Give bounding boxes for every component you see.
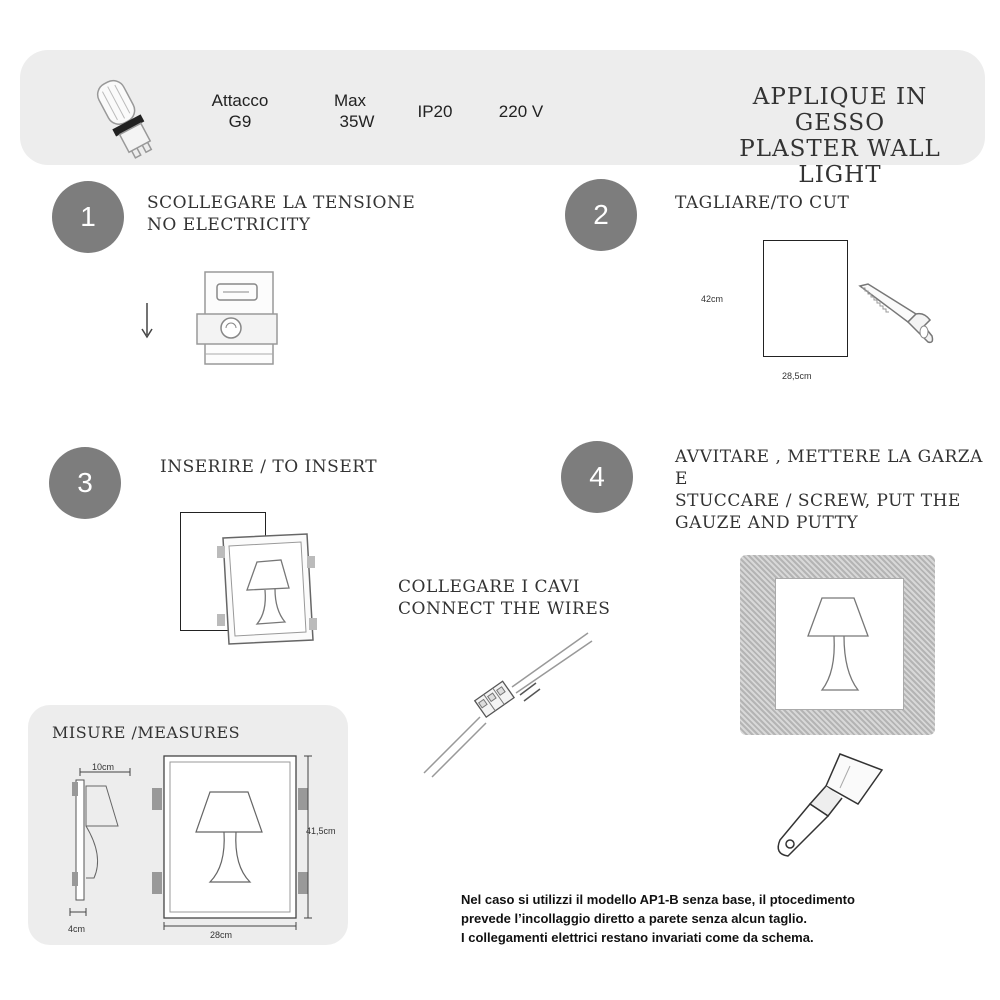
wall-lamp-icon [800, 592, 880, 697]
side-view-drawing [60, 752, 140, 932]
spec-ip-rating: IP20 [417, 102, 453, 121]
product-title: APPLIQUE IN GESSO PLASTER WALL LIGHT [739, 84, 941, 188]
step-3-badge: 3 [49, 447, 121, 519]
step-2-badge: 2 [565, 179, 637, 251]
depth-bottom-label: 4cm [68, 924, 86, 934]
down-arrow-icon [140, 303, 154, 339]
cut-rectangle [763, 240, 848, 357]
wire-connector-icon [420, 625, 600, 780]
wires-text: COLLEGARE I CAVI CONNECT THE WIRES [398, 577, 611, 619]
electric-meter-icon [193, 268, 283, 368]
front-view-drawing [150, 750, 325, 935]
height-label: 41,5cm [306, 826, 336, 836]
hand-saw-icon [858, 282, 938, 352]
step-2-text: TAGLIARE/TO CUT [675, 193, 850, 213]
wall-lamp-icon [215, 532, 325, 647]
width-label: 28cm [210, 930, 233, 940]
cut-width-label: 28,5cm [782, 371, 812, 381]
depth-top-label: 10cm [92, 762, 115, 772]
step-1-badge: 1 [52, 181, 124, 253]
model-note: Nel caso si utilizzi il modello AP1-B senza base, il ptocedimento prevede l’incollaggio diretto a parete senza alcun taglio. I collegamenti elettrici restano invariati come da schema. [461, 892, 855, 945]
cut-height-label: 42cm [701, 294, 724, 304]
putty-knife-icon [770, 752, 885, 862]
step-4-badge: 4 [561, 441, 633, 513]
spec-max-power: Max 35W [333, 91, 375, 131]
spec-voltage: 220 V [498, 102, 544, 121]
step-4-text: AVVITARE , METTERE LA GARZA E STUCCARE / SCREW, PUT THE GAUZE AND PUTTY [675, 447, 983, 533]
step-1-text: SCOLLEGARE LA TENSIONE NO ELECTRICITY [147, 193, 416, 235]
g9-bulb-icon [80, 72, 170, 162]
spec-socket: Attacco G9 [211, 91, 269, 131]
measures-title: MISURE /MEASURES [52, 723, 241, 742]
step-3-text: INSERIRE / TO INSERT [160, 457, 378, 477]
